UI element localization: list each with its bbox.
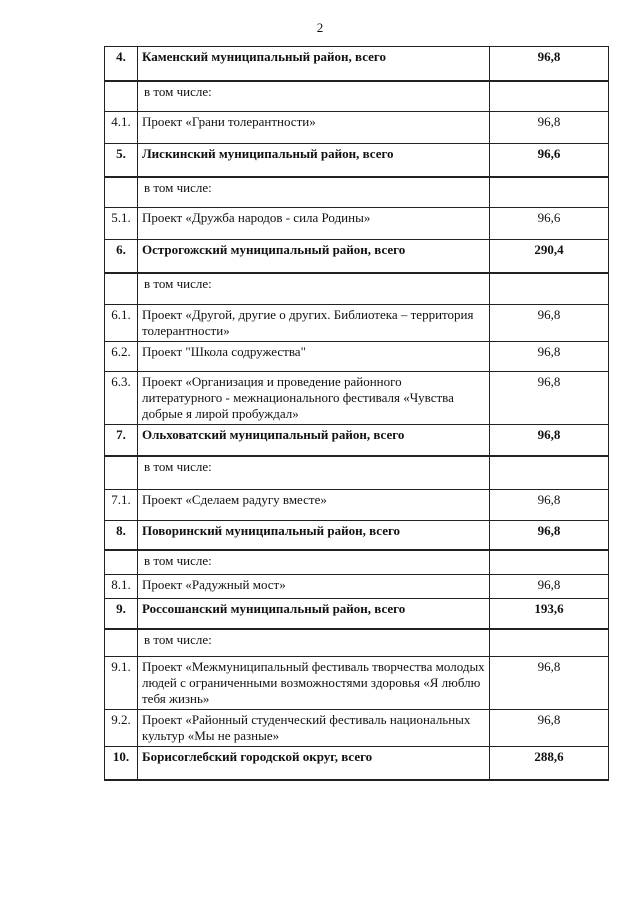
subheading-row bbox=[105, 177, 609, 208]
project-row bbox=[105, 710, 609, 747]
row-value bbox=[490, 629, 609, 657]
row-number bbox=[105, 629, 138, 657]
row-value: 96,8 bbox=[490, 575, 609, 599]
project-row bbox=[105, 342, 609, 372]
row-value: 96,8 bbox=[490, 305, 609, 342]
project-row bbox=[105, 575, 609, 599]
row-name: Каменский муниципальный район, всего bbox=[138, 47, 490, 81]
row-name: в том числе: bbox=[138, 550, 490, 575]
row-value: 96,8 bbox=[490, 372, 609, 425]
row-number: 5. bbox=[105, 144, 138, 177]
row-number: 9.1. bbox=[105, 657, 138, 710]
row-value: 288,6 bbox=[490, 747, 609, 780]
project-row bbox=[105, 208, 609, 240]
row-name: Проект «Межмуниципальный фестиваль творчества молодых людей с ограниченными возможностями здоровья «Я люблю тебя жизнь» bbox=[138, 657, 490, 710]
row-name: Ольховатский муниципальный район, всего bbox=[138, 425, 490, 456]
subheading-row bbox=[105, 456, 609, 490]
row-number: 4. bbox=[105, 47, 138, 81]
row-value bbox=[490, 177, 609, 208]
row-value bbox=[490, 550, 609, 575]
row-name: Борисоглебский городской округ, всего bbox=[138, 747, 490, 780]
subheading-row bbox=[105, 629, 609, 657]
project-row bbox=[105, 372, 609, 425]
row-number bbox=[105, 550, 138, 575]
row-value: 96,8 bbox=[490, 657, 609, 710]
row-name: в том числе: bbox=[138, 629, 490, 657]
row-number: 7. bbox=[105, 425, 138, 456]
row-value bbox=[490, 273, 609, 305]
row-name: Россошанский муниципальный район, всего bbox=[138, 599, 490, 629]
row-number: 6. bbox=[105, 240, 138, 273]
row-name: Проект «Другой, другие о других. Библиотека – территория толерантности» bbox=[138, 305, 490, 342]
project-row bbox=[105, 490, 609, 521]
row-name: Проект «Районный студенческий фестиваль национальных культур «Мы не разные» bbox=[138, 710, 490, 747]
row-value: 96,8 bbox=[490, 342, 609, 372]
row-number bbox=[105, 456, 138, 490]
project-row bbox=[105, 305, 609, 342]
row-number: 10. bbox=[105, 747, 138, 780]
row-value: 96,6 bbox=[490, 208, 609, 240]
budget-table bbox=[104, 46, 609, 781]
row-name: Проект «Радужный мост» bbox=[138, 575, 490, 599]
district-total-row bbox=[105, 521, 609, 550]
row-number bbox=[105, 273, 138, 305]
row-name: Лискинский муниципальный район, всего bbox=[138, 144, 490, 177]
row-number: 4.1. bbox=[105, 112, 138, 144]
district-total-row bbox=[105, 47, 609, 81]
row-number: 9.2. bbox=[105, 710, 138, 747]
row-value: 96,8 bbox=[490, 710, 609, 747]
row-value: 96,6 bbox=[490, 144, 609, 177]
district-total-row bbox=[105, 747, 609, 780]
page-number: 2 bbox=[316, 20, 324, 35]
row-value: 96,8 bbox=[490, 47, 609, 81]
row-number: 6.1. bbox=[105, 305, 138, 342]
subheading-row bbox=[105, 273, 609, 305]
row-name: Проект «Сделаем радугу вместе» bbox=[138, 490, 490, 521]
district-total-row bbox=[105, 144, 609, 177]
row-number bbox=[105, 81, 138, 112]
row-value: 290,4 bbox=[490, 240, 609, 273]
row-name: Проект «Дружба народов - сила Родины» bbox=[138, 208, 490, 240]
row-name: Проект «Организация и проведение районного литературного - межнационального фестиваля «Чувства добрые я лирой пробуждал» bbox=[138, 372, 490, 425]
district-total-row bbox=[105, 599, 609, 629]
row-value: 96,8 bbox=[490, 425, 609, 456]
project-row bbox=[105, 657, 609, 710]
subheading-row bbox=[105, 81, 609, 112]
row-name: в том числе: bbox=[138, 273, 490, 305]
row-name: в том числе: bbox=[138, 456, 490, 490]
row-number: 5.1. bbox=[105, 208, 138, 240]
row-name: в том числе: bbox=[138, 177, 490, 208]
district-total-row bbox=[105, 240, 609, 273]
row-number: 8. bbox=[105, 521, 138, 550]
row-value: 96,8 bbox=[490, 490, 609, 521]
row-name: в том числе: bbox=[138, 81, 490, 112]
row-number: 6.2. bbox=[105, 342, 138, 372]
row-value: 96,8 bbox=[490, 112, 609, 144]
project-row bbox=[105, 112, 609, 144]
row-name: Проект "Школа содружества" bbox=[138, 342, 490, 372]
row-number: 6.3. bbox=[105, 372, 138, 425]
row-value bbox=[490, 456, 609, 490]
row-number: 8.1. bbox=[105, 575, 138, 599]
row-name: Поворинский муниципальный район, всего bbox=[138, 521, 490, 550]
row-value: 193,6 bbox=[490, 599, 609, 629]
row-number: 7.1. bbox=[105, 490, 138, 521]
row-value: 96,8 bbox=[490, 521, 609, 550]
row-number bbox=[105, 177, 138, 208]
row-number: 9. bbox=[105, 599, 138, 629]
row-name: Острогожский муниципальный район, всего bbox=[138, 240, 490, 273]
district-total-row bbox=[105, 425, 609, 456]
row-name: Проект «Грани толерантности» bbox=[138, 112, 490, 144]
subheading-row bbox=[105, 550, 609, 575]
row-value bbox=[490, 81, 609, 112]
